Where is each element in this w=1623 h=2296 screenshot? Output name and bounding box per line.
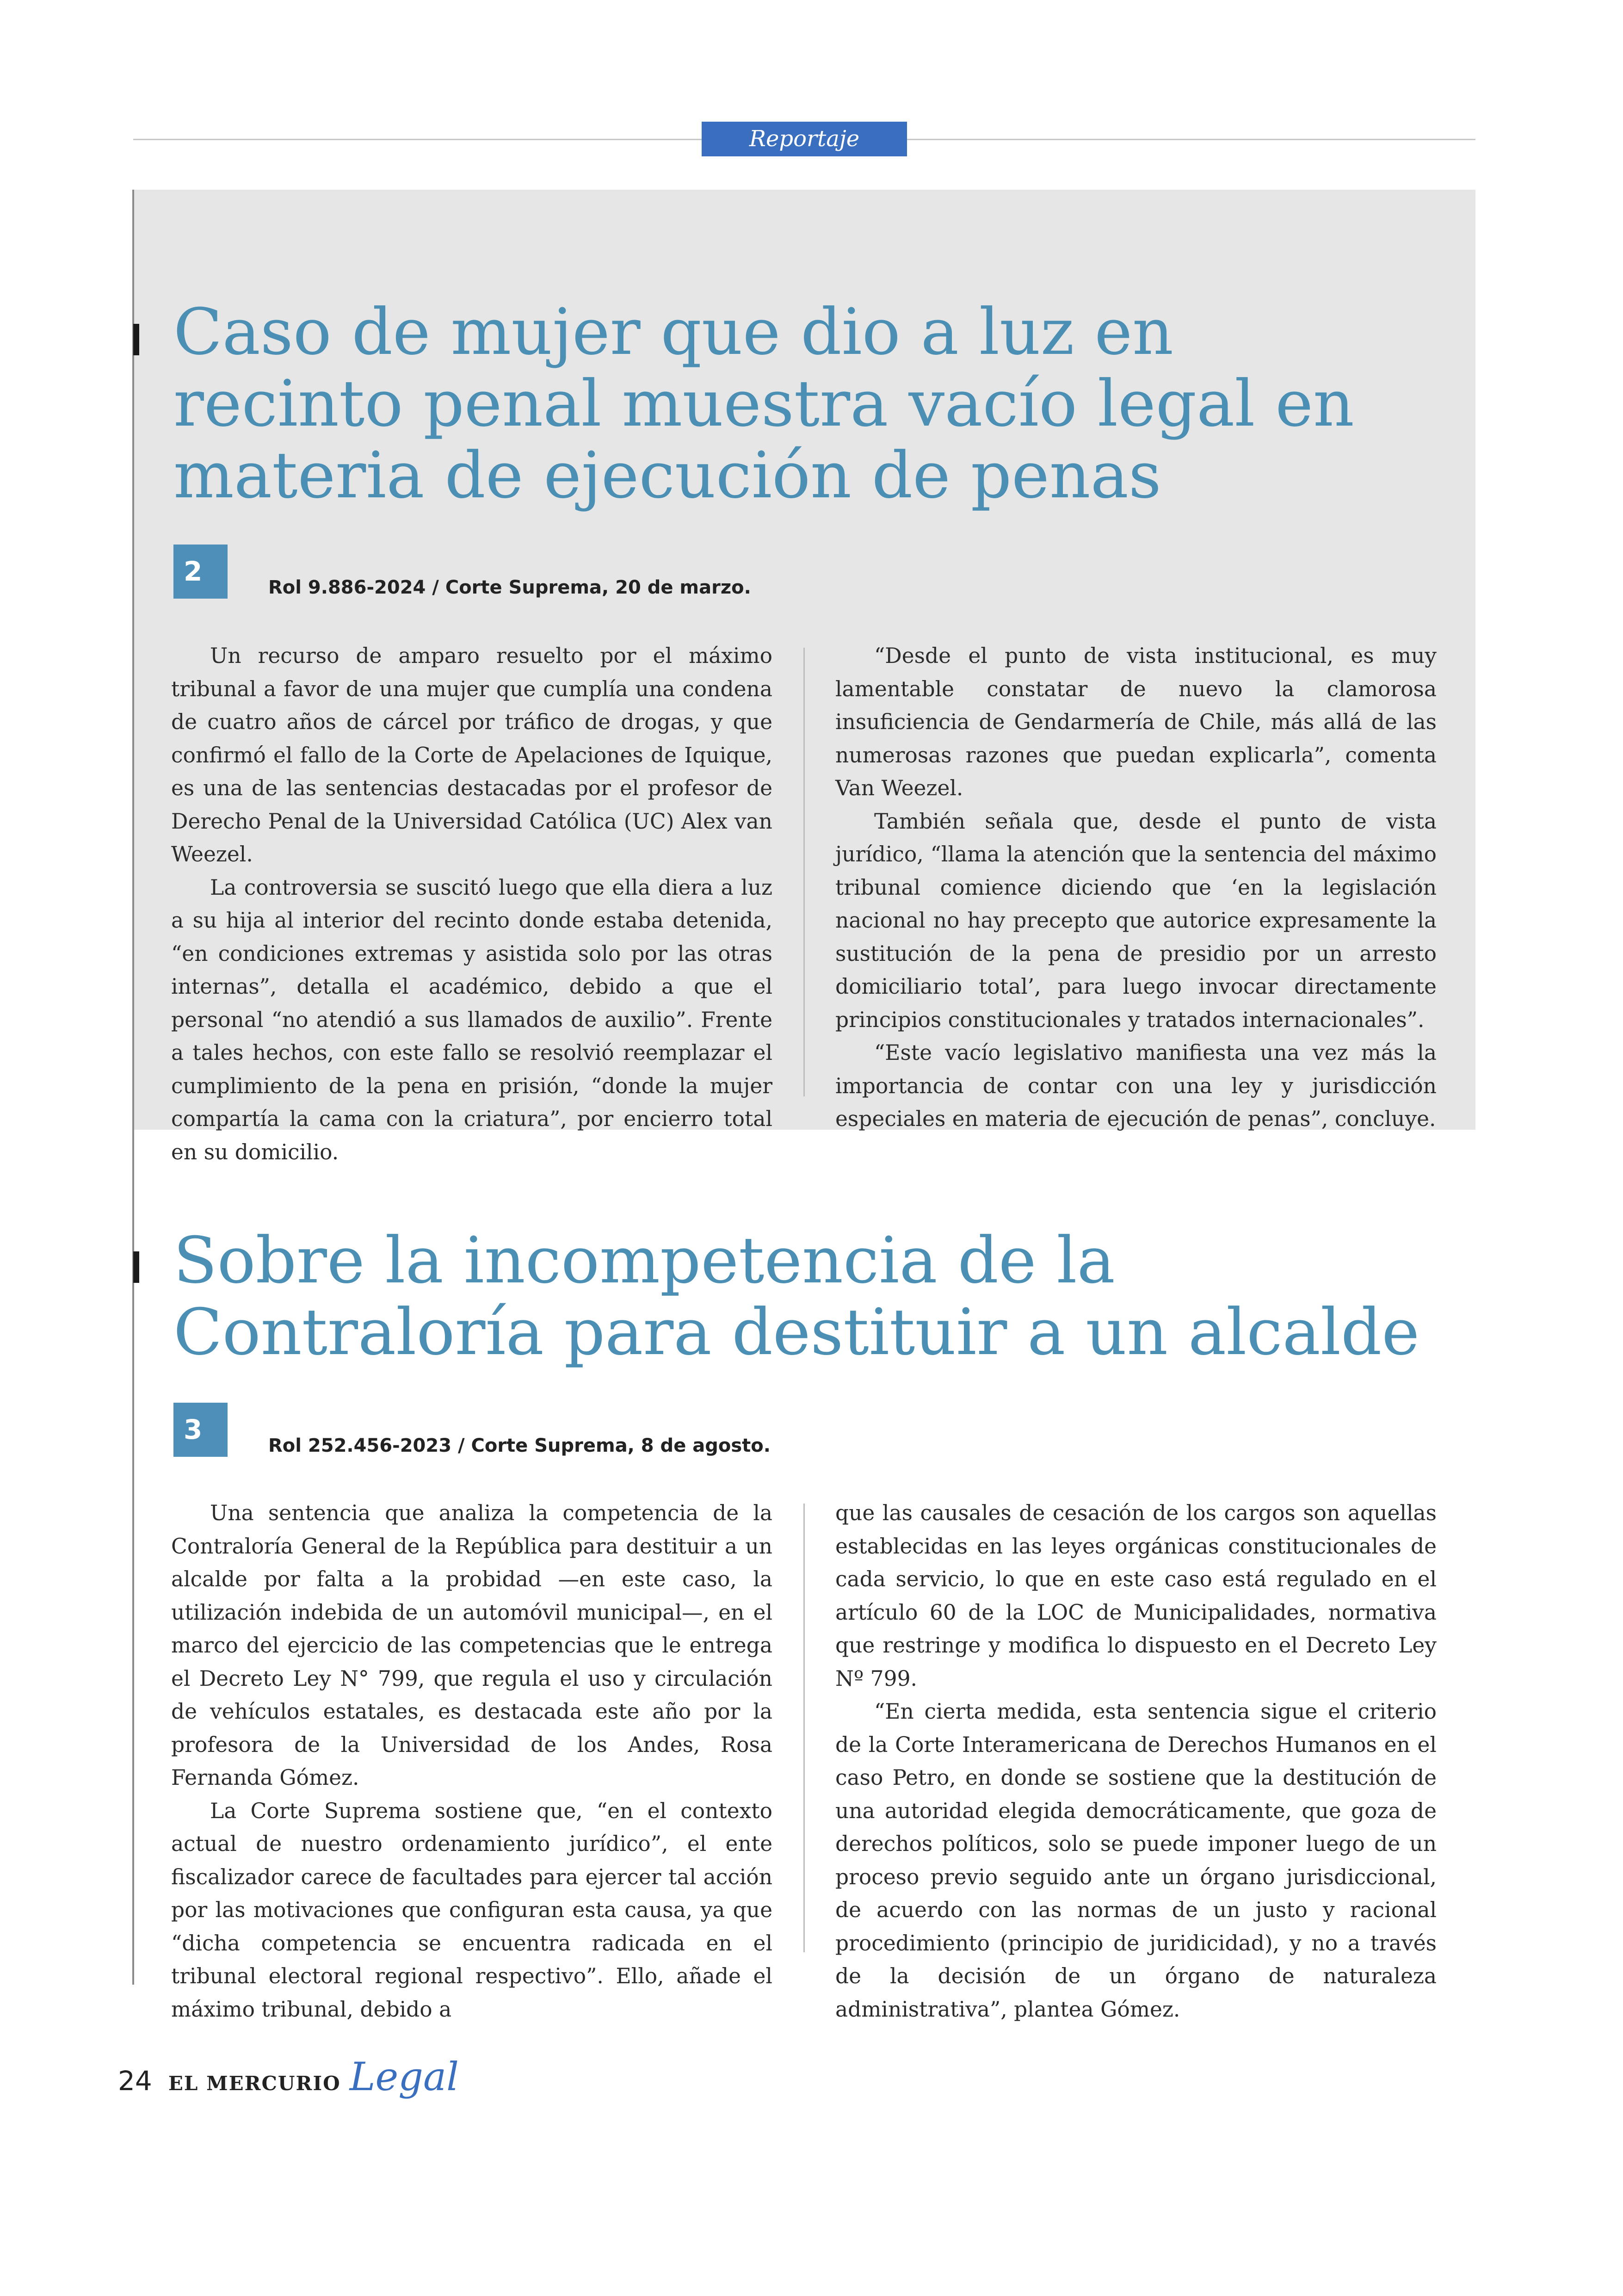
publication-brand-accent: Legal [349, 2054, 459, 2099]
paragraph: Un recurso de amparo resuelto por el máximo tribunal a favor de una mujer que cumplía una condena de cuatro años de cárcel por tráfico de drogas, y que confirmó el fallo de la Corte de Apelaciones de Iquique, es una de las sentencias destacadas por el profesor de Derecho Penal de la Universidad Católica (UC) Alex van Weezel. [171, 644, 772, 866]
article-2-title: Caso de mujer que dio a luz en recinto penal muestra vacío legal en materia de ejecución de penas [173, 295, 1354, 513]
article-2-number-badge: 2 [173, 545, 228, 599]
paragraph: Una sentencia que analiza la competencia de la Contraloría General de la República para destituir a un alcalde por falta a la probidad —en este caso, la utilización indebida de un automóvil municipal—, en el marco del ejercicio de las competencias que le entrega el Decreto Ley N° 799, que regula el uso y circulación de vehículos estatales, es destacada este año por la profesora de la Universidad de los Andes, Rosa Fernanda Gómez. [171, 1501, 772, 1790]
page-footer [118, 2054, 459, 2105]
paragraph: “Desde el punto de vista institucional, es muy lamentable constatar de nuevo la clamorosa insuficiencia de Gendarmería de Chile, más allá de las numerosas razones que puedan explicarla”, comenta Van Weezel. [835, 644, 1437, 800]
article-3-title: Sobre la incompetencia de la Contraloría para destituir a un alcalde [173, 1223, 1420, 1369]
article-3-number-badge: 3 [173, 1403, 228, 1457]
article-3-column-1 [171, 1497, 772, 2026]
page-number: 24 [118, 2065, 152, 2097]
paragraph: La controversia se suscitó luego que ella diera a luz a su hija al interior del recinto donde estaba detenida, “en condiciones extremas y asistida solo por las otras internas”, detalla el académico, debido a que el personal “no atendió a sus llamados de auxilio”. Frente a tales hechos, con este fallo se resolvió reemplazar el cumplimiento de la pena en prisión, “donde la mujer compartía la cama con la criatura”, por encierro total en su domicilio. [171, 875, 772, 1164]
article-2-column-1 [171, 639, 772, 1169]
article-2-column-2 [835, 639, 1437, 1136]
paragraph: que las causales de cesación de los cargos son aquellas establecidas en las leyes orgánicas constitucionales de cada servicio, lo que en este caso está regulado en el artículo 60 de la LOC de Municipalidades, normativa que restringe y modifica lo dispuesto en el Decreto Ley Nº 799. [835, 1501, 1437, 1691]
title-marker [133, 324, 139, 355]
paragraph: La Corte Suprema sostiene que, “en el contexto actual de nuestro ordenamiento jurídico”, el ente fiscalizador carece de facultades para ejercer tal acción por las motivaciones que configuran esta causa, ya que “dicha competencia se encuentra radicada en el tribunal electoral regional respectivo”. Ello, añade el máximo tribunal, debido a [171, 1798, 772, 2022]
paragraph: “En cierta medida, esta sentencia sigue el criterio de la Corte Interamericana de Derechos Humanos en el caso Petro, en donde se sostiene que la destitución de una autoridad elegida democráticamente, que goza de derechos políticos, solo se puede imponer luego de un proceso previo seguido ante un órgano jurisdiccional, de acuerdo con las normas de un justo y racional procedimiento (principio de juridicidad), y no a través de la decisión de un órgano de naturaleza administrativa”, plantea Gómez. [835, 1699, 1437, 2022]
article-3-column-2 [835, 1497, 1437, 2026]
section-tag: Reportaje [702, 122, 907, 156]
publication-brand: EL MERCURIO [168, 2072, 341, 2095]
paragraph: “Este vacío legislativo manifiesta una vez más la importancia de contar con una ley y jurisdicción especiales en materia de ejecución de penas”, concluye. [835, 1040, 1437, 1131]
article-2-reference: Rol 9.886-2024 / Corte Suprema, 20 de marzo. [268, 577, 751, 598]
column-divider [803, 648, 805, 1096]
paragraph: También señala que, desde el punto de vista jurídico, “llama la atención que la sentencia del máximo tribunal comience diciendo que ‘en la legislación nacional no hay precepto que autorice expresamente la sustitución de la pena de presidio por un arresto domiciliario total’, para luego invocar directamente principios constitucionales y tratados internacionales”. [835, 809, 1437, 1032]
article-3-reference: Rol 252.456-2023 / Corte Suprema, 8 de agosto. [268, 1435, 771, 1456]
title-marker [133, 1251, 139, 1283]
column-divider [803, 1504, 805, 1952]
